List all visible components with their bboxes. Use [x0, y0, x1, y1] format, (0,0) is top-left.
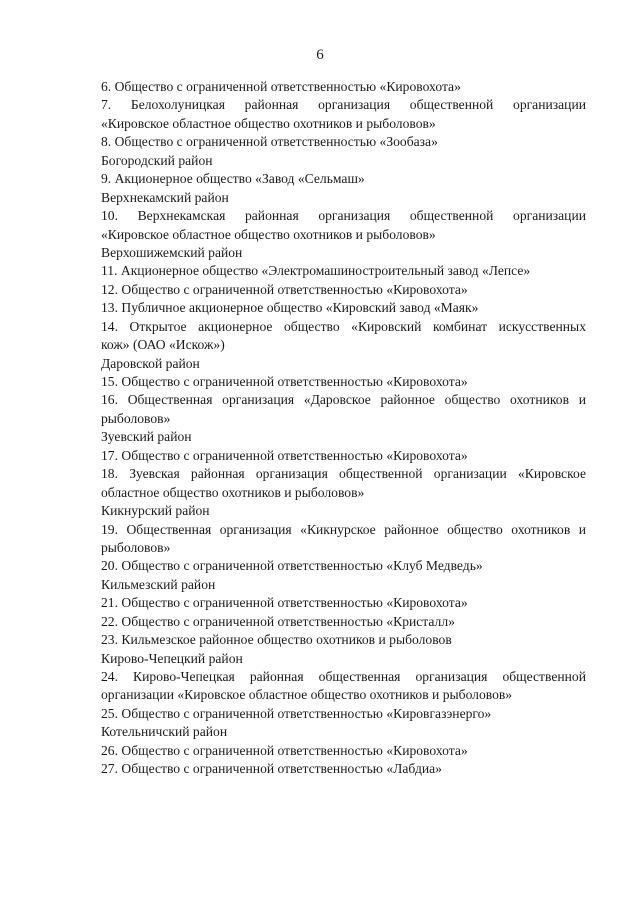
text-line: 21. Общество с ограниченной ответственностью «Кировохота»	[101, 595, 468, 611]
text-line: организации «Кировское областное общество охотников и рыболовов»	[101, 687, 513, 703]
text-line: 17. Общество с ограниченной ответственностью «Кировохота»	[101, 447, 468, 463]
text-line: «Кировское областное общество охотников и рыболовов»	[101, 115, 436, 131]
text-line: 7. Белохолуницкая районная организация общественной организации	[101, 97, 586, 113]
text-line: Богородский район	[101, 152, 213, 168]
text-line: Кирово-Чепецкий район	[101, 650, 243, 666]
text-line: 18. Зуевская районная организация общественной организации «Кировское	[101, 466, 586, 482]
text-line: «Кировское областное общество охотников и рыболовов»	[101, 226, 436, 242]
text-line: Зуевский район	[101, 429, 192, 445]
text-line: Котельничский район	[101, 724, 228, 740]
text-line: рыболовов»	[101, 410, 171, 426]
text-line: 11. Акционерное общество «Электромашиностроительный завод «Лепсе»	[101, 263, 531, 279]
text-line: 27. Общество с ограниченной ответственностью «Лабдиа»	[101, 761, 442, 777]
text-line: 16. Общественная организация «Даровское районное общество охотников и	[101, 392, 586, 408]
text-line: кож» (ОАО «Искож»)	[101, 337, 225, 353]
text-line: Кильмезский район	[101, 576, 216, 592]
text-line: Верхнекамский район	[101, 189, 229, 205]
text-line: 15. Общество с ограниченной ответственностью «Кировохота»	[101, 374, 468, 389]
text-line: Даровской район	[101, 355, 200, 371]
document-body	[101, 78, 586, 779]
text-line: 9. Акционерное общество «Завод «Сельмаш»	[101, 171, 365, 187]
text-line: Верхошижемский район	[101, 244, 243, 260]
text-line: 25. Общество с ограниченной ответственностью «Кировгазэнерго»	[101, 705, 492, 721]
text-line: рыболовов»	[101, 539, 171, 555]
text-line: 8. Общество с ограниченной ответственностью «Зообаза»	[101, 134, 438, 150]
text-line: 14. Открытое акционерное общество «Кировский комбинат искусственных	[101, 318, 586, 334]
text-line: 22. Общество с ограниченной ответственностью «Кристалл»	[101, 613, 455, 629]
text-line: 6. Общество с ограниченной ответственностью «Кировохота»	[101, 79, 461, 94]
text-line: областное общество охотников и рыболовов»	[101, 484, 365, 500]
text-line: 23. Кильмезское районное общество охотников и рыболовов	[101, 632, 452, 648]
text-line: 13. Публичное акционерное общество «Кировский завод «Маяк»	[101, 300, 479, 316]
text-line: Кикнурский район	[101, 503, 210, 519]
text-line: 12. Общество с ограниченной ответственностью «Кировохота»	[101, 281, 468, 297]
page-number: 6	[316, 47, 324, 63]
text-line: 10. Верхнекамская районная организация общественной организации	[101, 208, 586, 224]
text-line: 24. Кирово-Чепецкая районная общественная организация общественной	[101, 669, 586, 684]
text-line: 20. Общество с ограниченной ответственностью «Клуб Медведь»	[101, 558, 483, 574]
text-line: 19. Общественная организация «Кикнурское районное общество охотников и	[101, 521, 586, 537]
text-line: 26. Общество с ограниченной ответственностью «Кировохота»	[101, 742, 468, 758]
